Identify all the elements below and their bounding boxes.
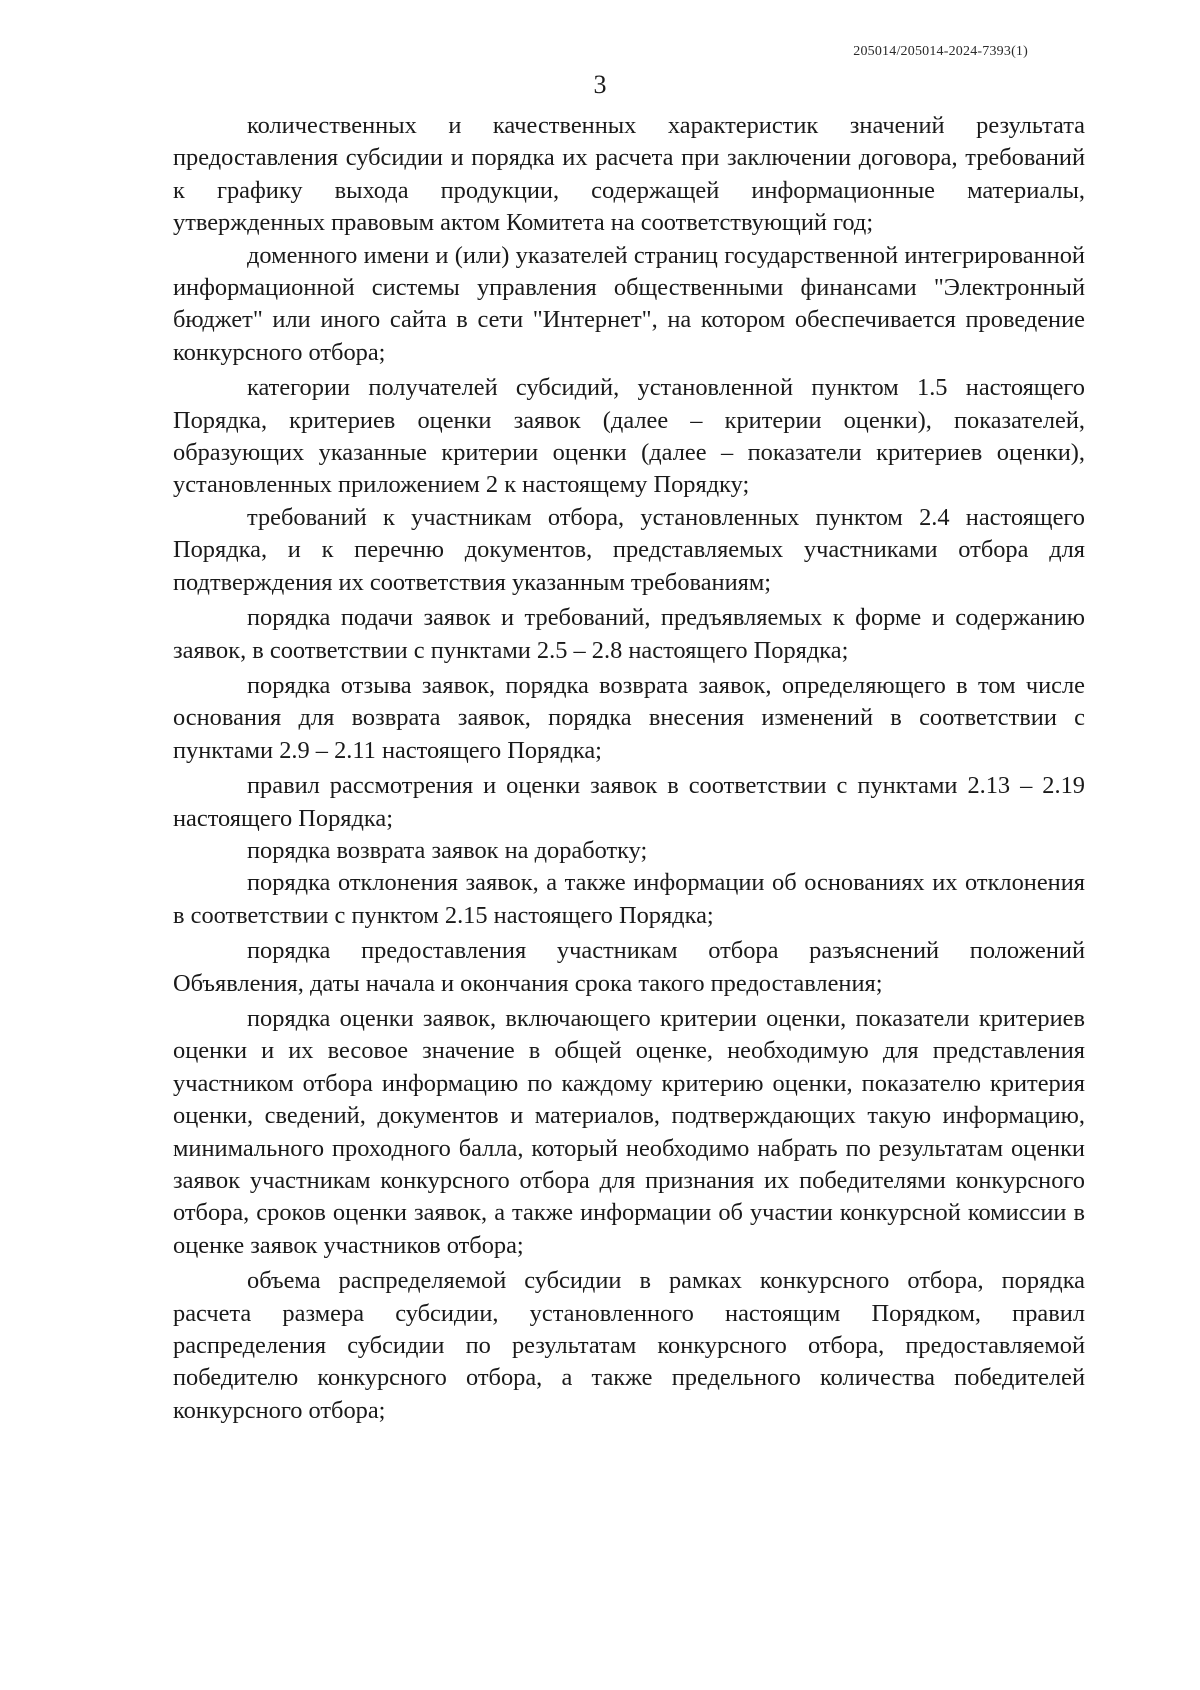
paragraph-evaluation-procedure: порядка оценки заявок, включающего критерии оценки, показатели критериев оценки и их весовое значение в общей оценке, необходимую для представления участником отбора информацию по каждому критерию оценки, показателю критерия оценки, сведений, документов и материалов, подтверждающих такую информацию, минимального проходного балла, который необходимо набрать по результатам оценки заявок участникам конкурсного отбора для признания их победителями конкурсного отбора, сроков оценки заявок, а также информации об участии конкурсной комиссии в оценке заявок участников отбора; — [173, 1004, 1085, 1259]
paragraph-review-rules: правил рассмотрения и оценки заявок в соответствии с пунктами 2.13 – 2.19 настоящего Порядка; — [173, 772, 1085, 832]
paragraph-return-for-revision: порядка возврата заявок на доработку; — [247, 836, 648, 864]
document-registration-number: 205014/205014-2024-7393(1) — [853, 44, 1028, 59]
paragraph-rejection: порядка отклонения заявок, а также информации об основаниях их отклонения в соответствии с пунктом 2.15 настоящего Порядка; — [173, 869, 1085, 929]
paragraph-domain-name: доменного имени и (или) указателей страниц государственной интегрированной информационной системы управления общественными финансами "Электронный бюджет" или иного сайта в сети "Интернет", на котором обеспечивается проведение конкурсного отбора; — [173, 241, 1085, 366]
page-number: 3 — [593, 70, 607, 99]
paragraph-result-characteristics: количественных и качественных характеристик значений результата предоставления субсидии и порядка их расчета при заключении договора, требований к графику выхода продукции, содержащей информационные материалы, утвержденных правовым актом Комитета на соответствующий год; — [173, 112, 1085, 237]
paragraph-recipient-categories: категории получателей субсидий, установленной пунктом 1.5 настоящего Порядка, критериев оценки заявок (далее – критерии оценки), показателей, образующих указанные критерии оценки (далее – показатели критериев оценки), установленных приложением 2 к настоящему Порядку; — [173, 374, 1085, 499]
paragraph-clarifications: порядка предоставления участникам отбора разъяснений положений Объявления, даты начала и окончания срока такого предоставления; — [173, 937, 1085, 997]
document-body — [173, 110, 1085, 1427]
paragraph-application-submission: порядка подачи заявок и требований, предъявляемых к форме и содержанию заявок, в соответствии с пунктами 2.5 – 2.8 настоящего Порядка; — [173, 604, 1085, 664]
paragraph-application-withdrawal: порядка отзыва заявок, порядка возврата заявок, определяющего в том числе основания для возврата заявок, порядка внесения изменений в соответствии с пунктами 2.9 – 2.11 настоящего Порядка; — [173, 671, 1085, 764]
paragraph-subsidy-volume: объема распределяемой субсидии в рамках конкурсного отбора, порядка расчета размера субсидии, установленного настоящим Порядком, правил распределения субсидии по результатам конкурсного отбора, предоставляемой победителю конкурсного отбора, а также предельного количества победителей конкурсного отбора; — [173, 1267, 1085, 1424]
paragraph-participant-requirements: требований к участникам отбора, установленных пунктом 2.4 настоящего Порядка, и к перечню документов, представляемых участниками отбора для подтверждения их соответствия указанным требованиям; — [173, 503, 1085, 596]
